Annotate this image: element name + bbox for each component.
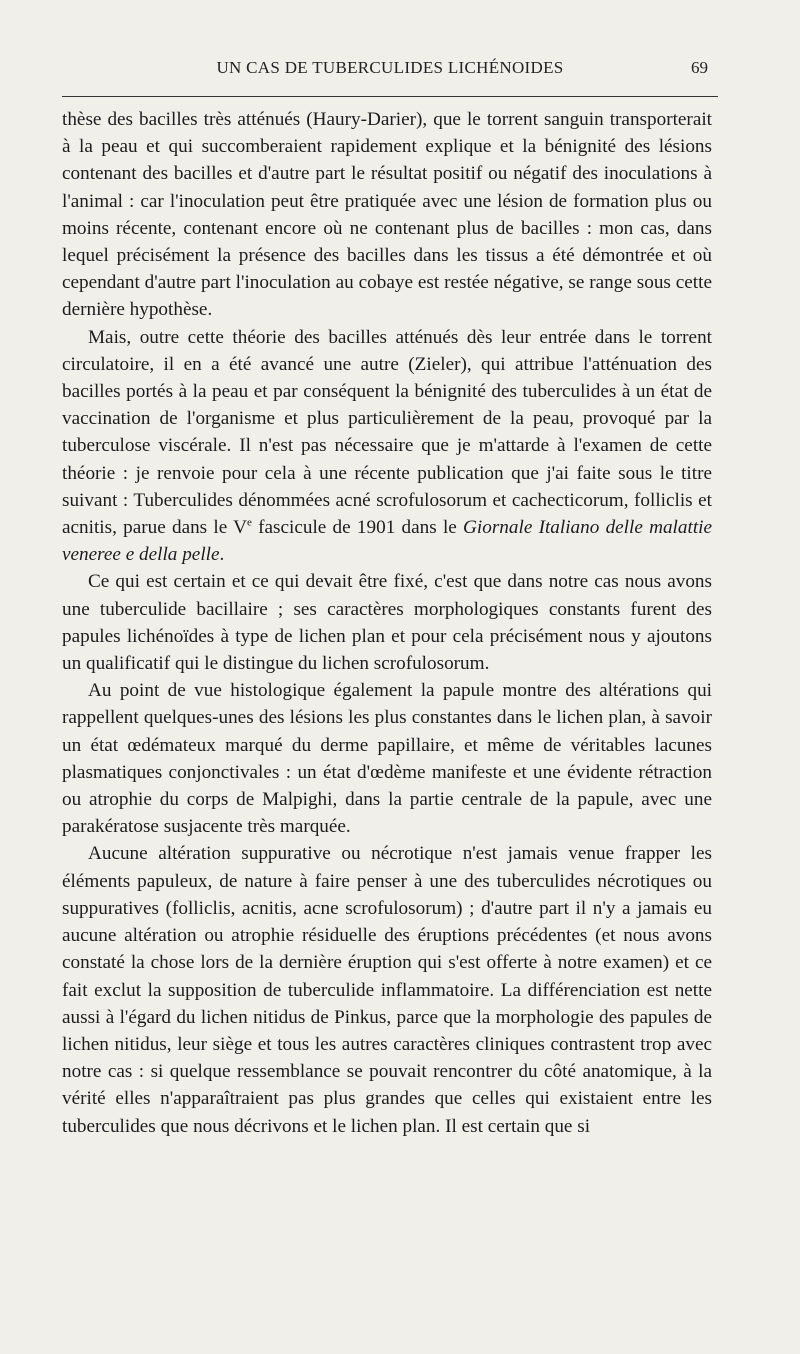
header-rule <box>62 96 718 97</box>
paragraph-text: . <box>219 544 225 566</box>
paragraph-text: Mais, outre cette théorie des bacilles atténués dès leur entrée dans le torrent circulatoire, il en a été avancé une autre (Zieler), qui attribue l'atténuation des bacilles portés à la peau et par conséquent la bénignité des tuberculides à un état de vaccination de l'organisme et plus particulièrement de la peau, provoqué par la tuberculose viscérale. Il n'est pas nécessaire que je m'attarde à l'examen de cette théorie : je renvoie pour cela à une récente publication que j'ai faite sous le titre suivant : Tuberculides dénommées acné scrofulosorum et cachecticorum, folliclis et acnitis, parue dans le V <box>62 326 712 539</box>
journal-title: Giornale Italiano delle malattie veneree e della pelle <box>62 517 712 566</box>
superscript: e <box>247 516 252 529</box>
running-header <box>62 58 718 82</box>
paragraph-differentiation: Aucune altération suppurative ou nécrotique n'est jamais venue frapper les éléments papuleux, de nature à faire penser à une des tuberculides nécrotiques ou suppuratives (folliclis, acnitis, acne scrofulosorum) ; d'autre part il n'y a jamais eu aucune altération ou atrophie résiduelle des éruptions précédentes (et nous avons constaté la chose lors de la dernière éruption qui s'est offerte à notre examen) et ce fait exclut la supposition de tuberculide inflammatoire. La différenciation est nette aussi à l'égard du lichen nitidus de Pinkus, parce que la morphologie des papules de lichen nitidus, leur siège et tous les autres caractères cliniques contrastent trop avec notre cas : si quelque ressemblance se pouvait rencontrer du côté anatomique, à la vérité elles n'apparaîtraient pas plus grandes que celles qui existaient entre les tuberculides que nous décrivons et le lichen plan. Il est certain que si <box>62 843 712 1137</box>
running-title: UN CAS DE TUBERCULIDES LICHÉNOIDES <box>216 58 564 77</box>
paragraph-bacillary-tuberculide: Ce qui est certain et ce qui devait être fixé, c'est que dans notre cas nous avons une tuberculide bacillaire ; ses caractères morphologiques constants furent des papules lichénoïdes à type de lichen plan et pour cela précisément nous y ajoutons un qualificatif qui le distingue du lichen scrofulosorum. <box>62 571 712 675</box>
paragraph-histology: Au point de vue histologique également la papule montre des altérations qui rappellent quelques-unes des lésions les plus constantes dans le lichen plan, à savoir un état œdémateux marqué du derme papillaire, et même de véritables lacunes plasmatiques conjonctivales : un état d'œdème manifeste et une évidente rétraction ou atrophie du corps de Malpighi, dans la partie centrale de la papule, avec une parakératose susjacente très marquée. <box>62 680 712 838</box>
body-text <box>62 106 712 1140</box>
page-number: 69 <box>691 58 708 77</box>
paragraph-zieler-theory <box>62 324 712 569</box>
paragraph-text: fascicule de 1901 dans le <box>251 517 464 539</box>
paragraph-continuation: thèse des bacilles très atténués (Haury-Darier), que le torrent sanguin transporterait à la peau et qui succomberaient rapidement explique et la bénignité des lésions contenant des bacilles et d'autre part le résultat positif ou négatif des inoculations à l'animal : car l'inoculation peut être pratiquée avec une lésion de formation plus ou moins récente, contenant encore où ne contenant plus de bacilles : mon cas, dans lequel précisément la présence des bacilles dans les tissus a été démontrée et où cependant d'autre part l'inoculation au cobaye est restée négative, se range sous cette dernière hypothèse. <box>62 109 712 321</box>
